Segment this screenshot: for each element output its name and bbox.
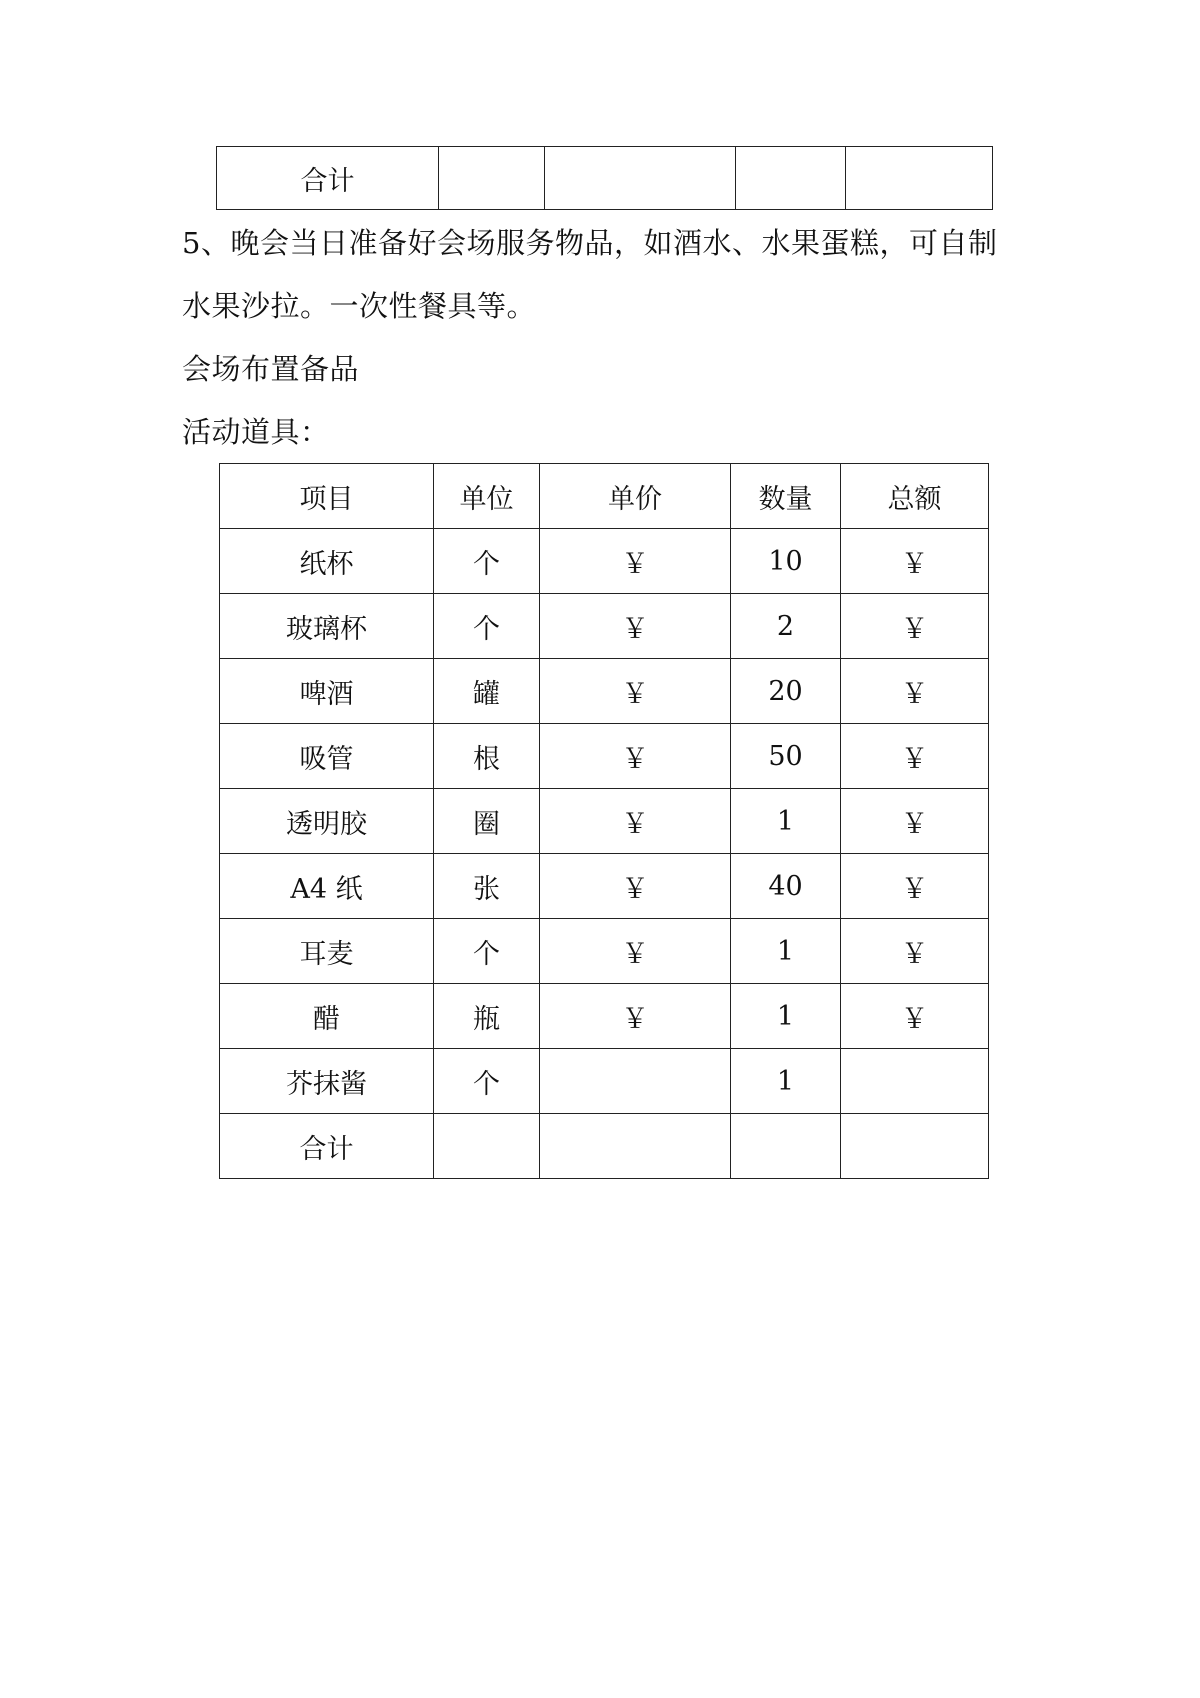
table-cell-price: ￥ bbox=[540, 529, 731, 594]
table-cell-total: ￥ bbox=[841, 659, 989, 724]
table-cell-item: 合计 bbox=[220, 1114, 434, 1179]
table-cell-unit: 个 bbox=[434, 1049, 540, 1114]
table-cell-qty: 1 bbox=[731, 919, 841, 984]
table-cell-item: 芥抹酱 bbox=[220, 1049, 434, 1114]
table-cell-total bbox=[841, 1114, 989, 1179]
table-cell-total: ￥ bbox=[841, 594, 989, 659]
table-cell-qty bbox=[731, 1114, 841, 1179]
table-cell-item: A4 纸 bbox=[220, 854, 434, 919]
table-cell-qty: 10 bbox=[731, 529, 841, 594]
table-header-row bbox=[220, 464, 989, 529]
table-cell-item: 吸管 bbox=[220, 724, 434, 789]
column-header: 数量 bbox=[731, 464, 841, 529]
table-cell-qty: 50 bbox=[731, 724, 841, 789]
column-header: 单价 bbox=[540, 464, 731, 529]
props-table bbox=[219, 463, 989, 1179]
table-cell bbox=[545, 147, 736, 210]
table-cell-price: ￥ bbox=[540, 724, 731, 789]
table-cell-price: ￥ bbox=[540, 854, 731, 919]
paragraph-line: 5、晚会当日准备好会场服务物品，如酒水、水果蛋糕，可自制 bbox=[182, 226, 998, 260]
column-header: 项目 bbox=[220, 464, 434, 529]
table-row bbox=[220, 594, 989, 659]
table-cell-total: ￥ bbox=[841, 724, 989, 789]
table-cell-qty: 20 bbox=[731, 659, 841, 724]
table-row bbox=[220, 984, 989, 1049]
table-cell-price: ￥ bbox=[540, 919, 731, 984]
table-cell: 合计 bbox=[217, 147, 439, 210]
table-cell-total: ￥ bbox=[841, 919, 989, 984]
table-cell-total: ￥ bbox=[841, 529, 989, 594]
table-cell-unit: 张 bbox=[434, 854, 540, 919]
table-cell-price: ￥ bbox=[540, 594, 731, 659]
table-cell-item: 透明胶 bbox=[220, 789, 434, 854]
table-cell-unit: 根 bbox=[434, 724, 540, 789]
table-cell-total: ￥ bbox=[841, 984, 989, 1049]
table-row bbox=[220, 1049, 989, 1114]
table-cell-price: ￥ bbox=[540, 659, 731, 724]
table-cell-total bbox=[841, 1049, 989, 1114]
column-header: 总额 bbox=[841, 464, 989, 529]
table-cell-price bbox=[540, 1049, 731, 1114]
section-heading: 活动道具： bbox=[182, 415, 330, 449]
table-cell-price bbox=[540, 1114, 731, 1179]
section-heading: 会场布置备品 bbox=[182, 352, 360, 386]
table-row bbox=[220, 789, 989, 854]
table-cell-unit: 瓶 bbox=[434, 984, 540, 1049]
table-cell-item: 啤酒 bbox=[220, 659, 434, 724]
table-cell-qty: 1 bbox=[731, 984, 841, 1049]
table-cell-total: ￥ bbox=[841, 854, 989, 919]
table-cell-qty: 40 bbox=[731, 854, 841, 919]
table-row bbox=[220, 919, 989, 984]
column-header: 单位 bbox=[434, 464, 540, 529]
table-cell-unit: 圈 bbox=[434, 789, 540, 854]
table-cell-item: 醋 bbox=[220, 984, 434, 1049]
table-cell-unit: 个 bbox=[434, 529, 540, 594]
table-cell-unit: 个 bbox=[434, 594, 540, 659]
table-row bbox=[220, 724, 989, 789]
table-cell-qty: 1 bbox=[731, 1049, 841, 1114]
table-cell-unit bbox=[434, 1114, 540, 1179]
table-cell bbox=[736, 147, 846, 210]
table-cell-item: 纸杯 bbox=[220, 529, 434, 594]
table-cell bbox=[846, 147, 993, 210]
table-cell-qty: 1 bbox=[731, 789, 841, 854]
table-cell-unit: 罐 bbox=[434, 659, 540, 724]
table-cell-item: 玻璃杯 bbox=[220, 594, 434, 659]
table-cell-item: 耳麦 bbox=[220, 919, 434, 984]
table-cell bbox=[439, 147, 545, 210]
table-cell-price: ￥ bbox=[540, 984, 731, 1049]
table-cell-total: ￥ bbox=[841, 789, 989, 854]
table-cell-qty: 2 bbox=[731, 594, 841, 659]
previous-table bbox=[216, 146, 993, 210]
table-cell-price: ￥ bbox=[540, 789, 731, 854]
table-cell-unit: 个 bbox=[434, 919, 540, 984]
table-row-total bbox=[217, 147, 993, 210]
table-row bbox=[220, 659, 989, 724]
table-row bbox=[220, 1114, 989, 1179]
table-row bbox=[220, 529, 989, 594]
paragraph-line: 水果沙拉。一次性餐具等。 bbox=[182, 289, 537, 323]
table-row bbox=[220, 854, 989, 919]
